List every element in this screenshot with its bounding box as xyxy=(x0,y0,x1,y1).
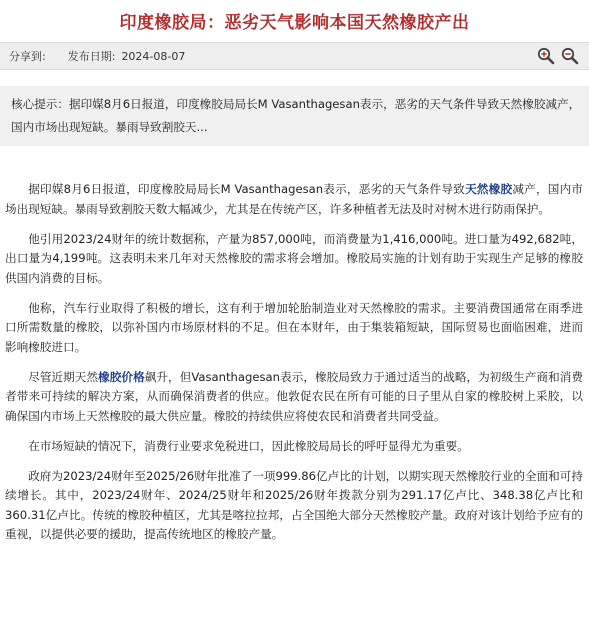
paragraph-text: 政府为2023/24财年至2025/26财年批准了一项999.86亿卢比的计划，以期实现天然橡胶行业的全面和可持续增长。其中，2023/24财年、2024/25财年和2025/26财年拨款分别为291.17亿卢比、348.38亿卢比和360.31亿卢比。传统的橡胶种植区，尤其是喀拉拉邦，占全国绝大部分天然橡胶产量。政府对该计划给予应有的重视，以提供必要的援助，提高传统地区的橡胶产量。 xyxy=(5,468,583,541)
paragraph-5 xyxy=(5,437,583,457)
meta-bar xyxy=(0,42,589,70)
paragraph-text: 据印媒8月6日报道，印度橡胶局局长M Vasanthagesan表示，恶劣的天气条件导致 xyxy=(28,182,466,196)
paragraph-text: 飙升，但Vasanthagesan表示，橡胶局致力于通过适当的战略，为初级生产商和消费者带来可持续的解决方案，从而确保消费者的供应。他敦促农民在所有可能的日子里从自家的橡胶树上采胶，以确保国内市场上天然橡胶的最大供应量。橡胶的持续供应将使农民和消费者共同受益。 xyxy=(5,369,583,423)
zoom-out-icon[interactable] xyxy=(561,47,579,65)
paragraph-text: 尽管近期天然 xyxy=(28,369,99,384)
summary-text: 核心提示：据印媒8月6日报道，印度橡胶局局长M Vasanthagesan表示，恶劣的天气条件导致天然橡胶减产，国内市场出现短缺。暴雨导致割胶天... xyxy=(11,97,581,134)
page-title: 印度橡胶局：恶劣天气影响本国天然橡胶产出 xyxy=(119,12,470,33)
zoom-in-icon[interactable] xyxy=(537,47,555,65)
publish-date-value: 2024-08-07 xyxy=(121,49,186,63)
title-bar xyxy=(0,0,589,40)
paragraph-6 xyxy=(5,467,583,545)
paragraph-2 xyxy=(5,230,583,289)
paragraph-text: 减产，国内市场出现短缺。暴雨导致割胶天数大幅减少，尤其是在传统产区，许多种植者无法及时对树木进行防雨保护。 xyxy=(5,182,583,216)
paragraph-4 xyxy=(5,368,583,427)
summary-box xyxy=(0,86,589,146)
article-body xyxy=(0,180,589,555)
keyword-link-rubber-price[interactable]: 橡胶价格 xyxy=(98,369,145,384)
paragraph-text: 在市场短缺的情况下，消费行业要求免税进口，因此橡胶局局长的呼吁显得尤为重要。 xyxy=(28,438,469,453)
share-label[interactable]: 分享到: xyxy=(9,50,46,63)
keyword-link-natural-rubber[interactable]: 天然橡胶 xyxy=(465,182,513,196)
paragraph-1 xyxy=(5,180,583,219)
paragraph-3 xyxy=(5,299,583,358)
paragraph-text: 他称，汽车行业取得了积极的增长，这有利于增加轮胎制造业对天然橡胶的需求。主要消费国通常在雨季进口所需数量的橡胶，以弥补国内市场原材料的不足。但在本财年，由于集装箱短缺，国际贸易也面临困难，进而影响橡胶进口。 xyxy=(5,300,583,354)
publish-date-label: 发布日期: xyxy=(67,50,116,63)
paragraph-text: 他引用2023/24财年的统计数据称，产量为857,000吨，而消费量为1,416,000吨。进口量为492,682吨，出口量为4,199吨。这表明未来几年对天然橡胶的需求将会增加。橡胶局实施的计划有助于实现生产足够的橡胶供国内消费的目标。 xyxy=(5,231,583,285)
